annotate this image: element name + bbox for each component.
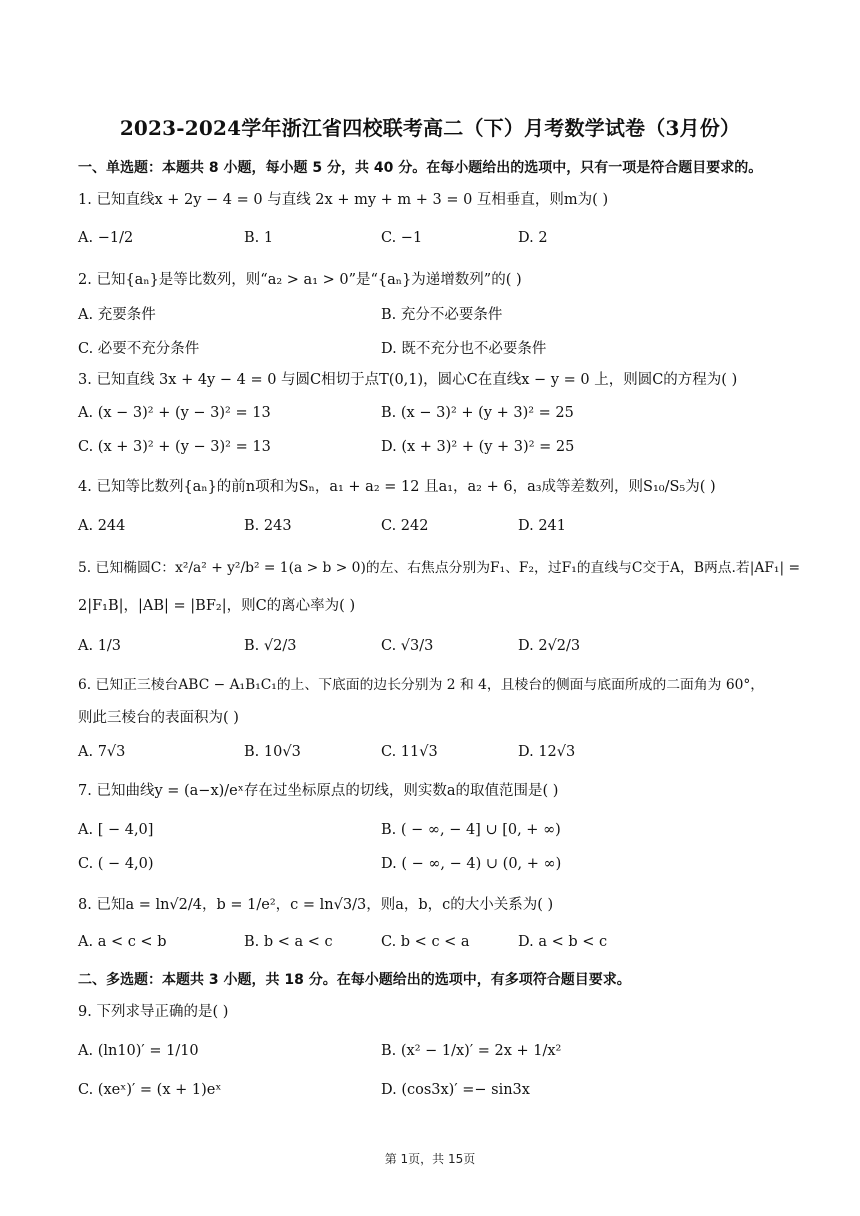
question-9-option-c: C. (xeˣ)′ = (x + 1)eˣ (78, 1082, 222, 1098)
question-5-option-d: D. 2√2/3 (518, 638, 581, 654)
page-footer: 第 1页，共 15页 (384, 1152, 476, 1166)
question-8-stem: 8. 已知a = ln√2/4，b = 1/e²，c = ln√3/3，则a，b，c的大小关系为( ) (78, 897, 554, 913)
section-single-choice: 一、单选题：本题共 8 小题，每小题 5 分，共 40 分。在每小题给出的选项中，只有一项是符合题目要求的。 (78, 160, 763, 176)
question-6-option-d: D. 12√3 (518, 744, 576, 760)
question-7-option-d: D. ( − ∞, − 4) ∪ (0, + ∞) (381, 856, 562, 872)
question-7-option-a: A. [ − 4,0] (78, 822, 154, 838)
question-1-option-b: B. 1 (244, 230, 274, 246)
question-6-stem-line-1: 6. 已知正三棱台ABC − A₁B₁C₁的上、下底面的边长分别为 2 和 4，且棱台的侧面与底面所成的二面角为 60°， (78, 677, 765, 693)
question-2-option-b: B. 充分不必要条件 (381, 307, 503, 323)
question-9-option-a: A. (ln10)′ = 1/10 (78, 1043, 199, 1059)
question-1-stem: 1. 已知直线x + 2y − 4 = 0 与直线 2x + my + m + 3 = 0 互相垂直，则m为( ) (78, 192, 609, 208)
question-3-stem: 3. 已知直线 3x + 4y − 4 = 0 与圆C相切于点T(0,1)，圆心C在直线x − y = 0 上，则圆C的方程为( ) (78, 372, 738, 388)
question-8-option-a: A. a < c < b (78, 934, 167, 950)
question-7-stem: 7. 已知曲线y = (a−x)/eˣ存在过坐标原点的切线，则实数a的取值范围是( ) (78, 783, 559, 799)
question-3-option-a: A. (x − 3)² + (y − 3)² = 13 (78, 405, 271, 421)
page-title: 2023-2024学年浙江省四校联考高二（下）月考数学试卷（3月份） (119, 116, 741, 140)
question-5-option-a: A. 1/3 (78, 638, 122, 654)
question-1-option-d: D. 2 (518, 230, 548, 246)
question-4-option-a: A. 244 (78, 518, 126, 534)
question-3-option-d: D. (x + 3)² + (y + 3)² = 25 (381, 439, 575, 455)
question-1-option-c: C. −1 (381, 230, 423, 246)
section-multiple-choice: 二、多选题：本题共 3 小题，共 18 分。在每小题给出的选项中，有多项符合题目要求。 (78, 972, 631, 988)
question-5-stem-line-1: 5. 已知椭圆C：x²/a² + y²/b² = 1(a > b > 0)的左、右焦点分别为F₁、F₂，过F₁的直线与C交于A，B两点.若|AF₁| = (78, 560, 801, 576)
question-1-option-a: A. −1/2 (78, 230, 134, 246)
question-6-option-b: B. 10√3 (244, 744, 301, 760)
question-5-option-c: C. √3/3 (381, 638, 434, 654)
question-4-option-b: B. 243 (244, 518, 292, 534)
question-8-option-d: D. a < b < c (518, 934, 608, 950)
question-3-option-b: B. (x − 3)² + (y + 3)² = 25 (381, 405, 574, 421)
question-8-option-b: B. b < a < c (244, 934, 333, 950)
question-8-option-c: C. b < c < a (381, 934, 470, 950)
question-4-option-c: C. 242 (381, 518, 429, 534)
question-2-option-a: A. 充要条件 (78, 307, 156, 323)
question-7-option-b: B. ( − ∞, − 4] ∪ [0, + ∞) (381, 822, 561, 838)
question-9-stem: 9. 下列求导正确的是( ) (78, 1004, 229, 1020)
question-7-option-c: C. ( − 4,0) (78, 856, 154, 872)
question-4-option-d: D. 241 (518, 518, 567, 534)
question-9-option-b: B. (x² − 1/x)′ = 2x + 1/x² (381, 1043, 562, 1059)
question-5-option-b: B. √2/3 (244, 638, 297, 654)
question-2-stem: 2. 已知{aₙ}是等比数列，则“a₂ > a₁ > 0”是“{aₙ}为递增数列”的( ) (78, 272, 522, 288)
question-6-stem-line-2: 则此三棱台的表面积为( ) (78, 710, 239, 726)
question-3-option-c: C. (x + 3)² + (y − 3)² = 13 (78, 439, 271, 455)
question-6-option-c: C. 11√3 (381, 744, 438, 760)
question-2-option-d: D. 既不充分也不必要条件 (381, 341, 547, 357)
question-2-option-c: C. 必要不充分条件 (78, 341, 200, 357)
question-9-option-d: D. (cos3x)′ =− sin3x (381, 1082, 530, 1098)
question-6-option-a: A. 7√3 (78, 744, 126, 760)
question-4-stem: 4. 已知等比数列{aₙ}的前n项和为Sₙ，a₁ + a₂ = 12 且a₁，a₂ + 6，a₃成等差数列，则S₁₀/S₅为( ) (78, 479, 716, 495)
question-5-stem-line-2: 2|F₁B|，|AB| = |BF₂|，则C的离心率为( ) (78, 598, 356, 614)
